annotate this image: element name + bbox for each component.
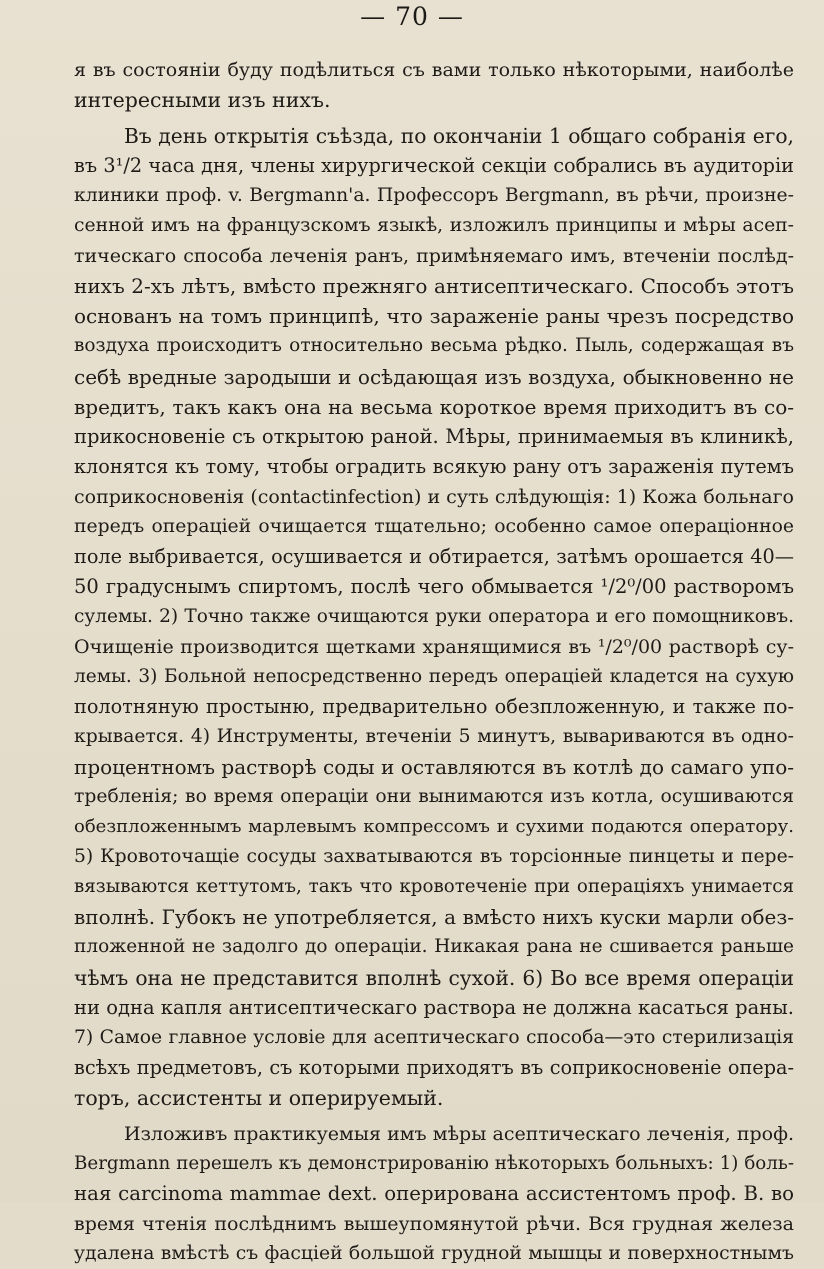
text-line: ная carcinoma mammae dext. оперирована ассистентомъ проф. B. во bbox=[74, 1181, 794, 1205]
text-line: время чтенія послѣднимъ вышеупомянутой рѣчи. Вся грудная железа bbox=[74, 1212, 794, 1235]
text-line: удалена вмѣстѣ съ фасціей большой грудной мышцы и поверхностнымъ bbox=[74, 1242, 794, 1264]
text-line: тическаго способа леченія ранъ, примѣняемаго имъ, втеченіи послѣд- bbox=[74, 245, 794, 268]
text-line: клонятся къ тому, чтобы оградить всякую рану отъ зараженія путемъ bbox=[74, 454, 794, 478]
text-line: полотняную простыню, предварительно обезпложенную, и также по- bbox=[74, 695, 794, 719]
text-line: лемы. 3) Больной непосредственно передъ операціей кладется на сухую bbox=[74, 666, 794, 687]
page-number: — 70 — bbox=[360, 2, 464, 31]
text-line: основанъ на томъ принципѣ, что зараженіе раны чрезъ посредство bbox=[74, 304, 794, 329]
text-line: Изложивъ практикуемыя имъ мѣры асептическаго леченія, проф. bbox=[124, 1122, 794, 1145]
text-line: себѣ вредные зародыши и осѣдающая изъ воздуха, обыкновенно не bbox=[74, 364, 794, 389]
text-line: 7) Самое главное условіе для асептическаго способа—это стерилизація bbox=[74, 1026, 794, 1048]
text-line: соприкосновенія (contactinfection) и суть слѣдующія: 1) Кожа больнаго bbox=[74, 485, 794, 508]
text-line: всѣхъ предметовъ, съ которыми приходятъ въ соприкосновеніе опера- bbox=[74, 1055, 794, 1079]
text-line: прикосновеніе съ открытою раной. Мѣры, принимаемыя въ клиникѣ, bbox=[74, 424, 794, 448]
text-line: передъ операціей очищается тщательно; особенно самое операціонное bbox=[74, 515, 794, 537]
text-line: пложенной не задолго до операціи. Никакая рана не сшивается раньше bbox=[74, 936, 794, 958]
text-line: интересными изъ нихъ. bbox=[74, 88, 331, 113]
text-line: вполнѣ. Губокъ не употребляется, а вмѣсто нихъ куски марли обез- bbox=[74, 905, 794, 930]
text-line: Bergmann перешелъ къ демонстрированію нѣкоторыхъ больныхъ: 1) боль- bbox=[74, 1152, 794, 1174]
text-line: торъ, ассистенты и оперируемый. bbox=[74, 1085, 444, 1110]
text-line: чѣмъ она не представится вполнѣ сухой. 6) Во все время операціи bbox=[74, 965, 794, 990]
text-line: воздуха происходитъ относительно весьма рѣдко. Пыль, содержащая въ bbox=[74, 335, 794, 357]
text-line: я въ состояніи буду подѣлиться съ вами только нѣкоторыми, наиболѣе bbox=[74, 59, 794, 81]
text-line: ни одна капля антисептическаго раствора не должна касаться раны. bbox=[74, 995, 794, 1019]
text-line: процентномъ растворѣ соды и оставляются въ котлѣ до самаго упо- bbox=[74, 755, 794, 780]
text-line: въ 3¹/2 часа дня, члены хирургической секціи собрались въ аудиторіи bbox=[74, 154, 794, 178]
text-line: клиники проф. v. Bergmann'а. Профессоръ Bergmann, въ рѣчи, произне- bbox=[74, 185, 794, 207]
text-line: нихъ 2-хъ лѣтъ, вмѣсто прежняго антисептическаго. Способъ этотъ bbox=[74, 274, 794, 299]
text-line: крывается. 4) Инструменты, втеченіи 5 минутъ, вывариваются въ одно- bbox=[74, 726, 794, 748]
text-line: сулемы. 2) Точно также очищаются руки оператора и его помощниковъ. bbox=[74, 605, 794, 627]
text-line: Очищеніе производится щетками хранящимися въ ¹/2⁰/00 растворѣ су- bbox=[74, 635, 794, 658]
text-line: сенной имъ на французскомъ языкѣ, изложилъ принципы и мѣры асеп- bbox=[74, 215, 794, 237]
text-line: вредитъ, такъ какъ она на весьма короткое время приходитъ въ со- bbox=[74, 394, 794, 419]
text-line: 50 градуснымъ спиртомъ, послѣ чего обмывается ¹/2⁰/00 растворомъ bbox=[74, 574, 794, 598]
text-line: поле выбривается, осушивается и обтирается, затѣмъ орошается 40— bbox=[74, 544, 794, 568]
text-line: требленія; во время операціи они вынимаются изъ котла, осушиваются bbox=[74, 786, 794, 808]
text-line: обезпложеннымъ марлевымъ компрессомъ и сухими подаются оператору. bbox=[74, 816, 794, 838]
text-line: 5) Кровоточащіе сосуды захватываются въ торсіонные пинцеты и пере- bbox=[74, 846, 794, 868]
text-line: вязываются кеттутомъ, такъ что кровотеченіе при операціяхъ унимается bbox=[74, 876, 794, 898]
text-line: Въ день открытія съѣзда, по окончаніи 1 общаго собранія его, bbox=[124, 124, 794, 149]
